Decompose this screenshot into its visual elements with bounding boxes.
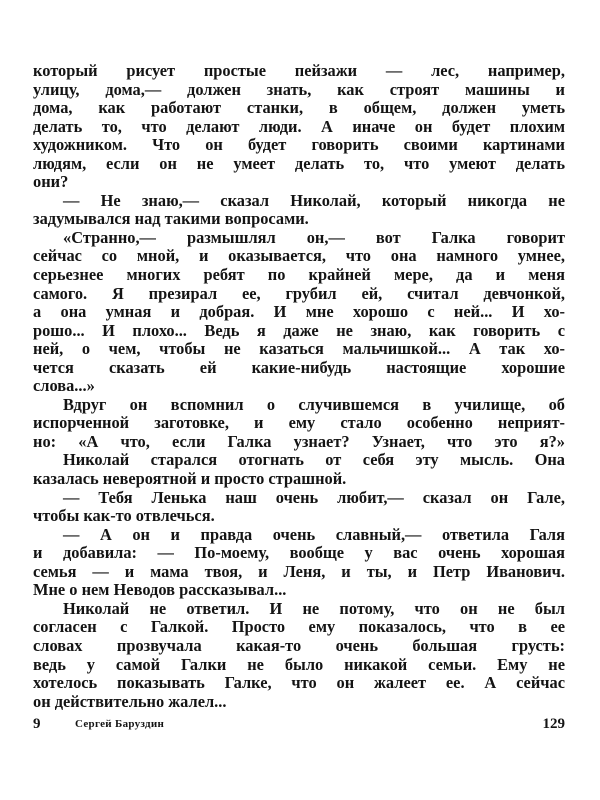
body-text — [33, 62, 565, 711]
text-line: делать то, что делают люди. А иначе он будет плохим — [33, 117, 565, 136]
text-line: — Не знаю,— сказал Николай, который никогда не — [63, 191, 565, 210]
text-line: чтобы как-то отвлечься. — [33, 507, 215, 526]
page-number: 129 — [542, 716, 565, 732]
text-line: Мне о нем Неводов рассказывал... — [33, 581, 287, 600]
text-line: Вдруг он вспомнил о случившемся в училище, об — [63, 395, 565, 414]
text-line: Николай не ответил. И не потому, что он не был — [63, 599, 565, 618]
text-line: дома, как работают станки, в общем, должен уметь — [33, 99, 565, 118]
text-line: и добавила: — По-моему, вообще у вас очень хорошая — [33, 544, 565, 563]
text-line: серьезнее многих ребят по крайней мере, да и меня — [33, 266, 565, 285]
text-line: «Странно,— размышлял он,— вот Галка говорит — [63, 228, 565, 247]
text-line: художником. Что он будет говорить своими картинами — [33, 136, 565, 155]
text-line: но: «А что, если Галка узнает? Узнает, что это я?» — [33, 432, 565, 451]
text-line: Николай старался отогнать от себя эту мысль. Она — [63, 451, 565, 470]
text-line: казалась невероятной и просто страшной. — [33, 470, 347, 489]
text-line: людям, если он не умеет делать то, что умеют делать — [33, 154, 565, 173]
text-line: они? — [33, 173, 69, 192]
text-line: согласен с Галкой. Просто ему показалось, что в ее — [33, 618, 565, 637]
author-name: Сергей Баруздин — [75, 718, 165, 730]
text-line: рошо... И плохо... Ведь я даже не знаю, как говорить с — [33, 321, 565, 340]
text-line: который рисует простые пейзажи — лес, например, — [33, 62, 565, 80]
text-line: — Тебя Ленька наш очень любит,— сказал он Гале, — [63, 488, 565, 507]
text-line: самого. Я презирал ее, грубил ей, считал девчонкой, — [33, 284, 565, 303]
text-line: улицу, дома,— должен знать, как строят машины и — [33, 80, 565, 99]
text-line: он действительно жалел... — [33, 692, 227, 711]
text-line: задумывался над такими вопросами. — [33, 210, 309, 229]
text-line: семья — и мама твоя, и Леня, и ты, и Петр Иванович. — [33, 562, 565, 581]
signature-mark: 9 — [33, 716, 41, 732]
text-line: слова...» — [33, 377, 95, 396]
text-line: чется сказать ей какие-нибудь настоящие хорошие — [33, 358, 565, 377]
text-line: а она умная и добрая. И мне хорошо с ней... И хо- — [33, 303, 565, 322]
text-line: испорченной заготовке, и ему стало особенно неприят- — [33, 414, 565, 433]
text-line: ней, о чем, чтобы не казаться мальчишкой... А так хо- — [33, 340, 565, 359]
text-line: словах прозвучала какая-то очень большая грусть: — [33, 636, 565, 655]
text-line: хотелось показывать Галке, что он жалеет ее. А сейчас — [33, 674, 565, 693]
text-line: — А он и правда очень славный,— ответила Галя — [63, 525, 565, 544]
page-footer — [33, 716, 565, 736]
text-line: сейчас со мной, и оказывается, что она намного умнее, — [33, 247, 565, 266]
text-line: ведь у самой Галки не было никакой семьи. Ему не — [33, 655, 565, 674]
